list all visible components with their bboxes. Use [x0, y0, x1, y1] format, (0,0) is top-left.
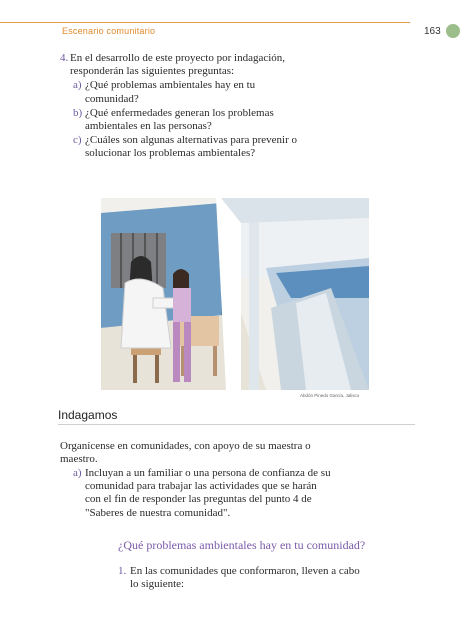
item-number: 4. [60, 52, 69, 64]
painting-image [101, 198, 369, 390]
instruction-paragraph: Organícense en comunidades, con apoyo de su maestra o maestro. [60, 440, 311, 466]
item-number: 1. [118, 565, 127, 577]
section-name: Escenario comunitario [62, 26, 156, 36]
section-title: Indagamos [58, 408, 118, 422]
instruction-text: Incluyan a un familiar o una persona de confianza de su comunidad para trabajar las actividades que se harán con el fin de responder las preguntas del punto 4 de "Saberes de nuestra comunidad". [85, 467, 331, 519]
header-divider [0, 22, 410, 23]
instruction-item [60, 467, 335, 520]
item-letter: a) [73, 467, 82, 479]
item-letter: b) [73, 106, 83, 119]
illustration-credit: Abdón Pinedo García, Jalisco [300, 393, 360, 398]
subsection-heading: ¿Qué problemas ambientales hay en tu comunidad? [118, 538, 366, 552]
question-intro [60, 52, 300, 78]
question-text: ¿Qué problemas ambientales hay en tu comunidad? [85, 79, 256, 105]
intro-text: En el desarrollo de este proyecto por indagación, responderán las siguientes preguntas: [70, 52, 286, 78]
item-letter: c) [73, 134, 82, 147]
section-badge-icon [446, 24, 460, 38]
question-item [60, 134, 300, 160]
numbered-item [118, 565, 368, 591]
item-letter: a) [73, 79, 82, 92]
question-text: ¿Cuáles son algunas alternativas para prevenir o solucionar los problemas ambientales? [85, 134, 297, 160]
section-divider [58, 424, 415, 425]
question-item [60, 79, 300, 105]
project-questions [60, 52, 300, 161]
clinic-painting [101, 198, 369, 390]
page-header [0, 12, 474, 37]
page-number: 163 [424, 26, 441, 37]
question-item [60, 107, 300, 133]
numbered-item-text: En las comunidades que conformaron, lleven a cabo lo siguiente: [130, 565, 360, 591]
question-text: ¿Qué enfermedades generan los problemas ambientales en las personas? [85, 106, 274, 133]
